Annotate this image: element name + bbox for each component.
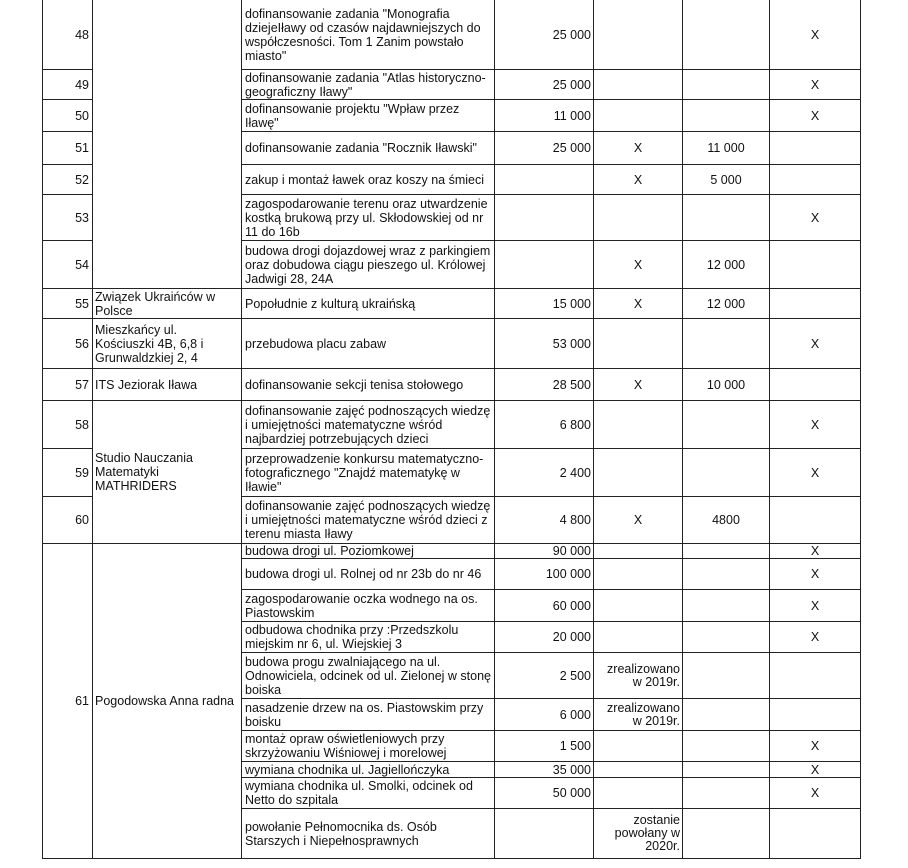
- col1-cell: [594, 590, 683, 622]
- col2-cell: [683, 699, 770, 731]
- row-number: 56: [43, 319, 93, 369]
- row-number: 55: [43, 289, 93, 319]
- amount: 20 000: [495, 622, 594, 653]
- col2-cell: 11 000: [683, 132, 770, 165]
- task-description: zagospodarowanie oczka wodnego na os. Piastowskim: [242, 590, 495, 622]
- amount: 11 000: [495, 100, 594, 132]
- col3-cell: X: [770, 731, 861, 762]
- col3-cell: X: [770, 590, 861, 622]
- col3-cell: [770, 653, 861, 699]
- col2-cell: [683, 559, 770, 590]
- col3-cell: [770, 497, 861, 544]
- row-number: 60: [43, 497, 93, 544]
- amount: 25 000: [495, 132, 594, 165]
- col3-cell: X: [770, 195, 861, 241]
- task-description: przebudowa placu zabaw: [242, 319, 495, 369]
- col1-cell: [594, 401, 683, 449]
- amount: 100 000: [495, 559, 594, 590]
- row-number: 53: [43, 195, 93, 241]
- task-description: budowa drogi ul. Poziomkowej: [242, 544, 495, 559]
- col2-cell: [683, 778, 770, 809]
- task-description: powołanie Pełnomocnika ds. Osób Starszych i Niepełnosprawnych: [242, 809, 495, 859]
- task-description: dofinansowanie projektu "Wpław przez Iławę": [242, 100, 495, 132]
- col2-cell: 12 000: [683, 289, 770, 319]
- task-description: budowa drogi ul. Rolnej od nr 23b do nr 46: [242, 559, 495, 590]
- organization-cell: Studio Nauczania Matematyki MATHRIDERS: [93, 401, 242, 544]
- table-row: [43, 369, 861, 401]
- col2-cell: [683, 449, 770, 497]
- row-number: 49: [43, 70, 93, 100]
- table-row: [43, 0, 861, 70]
- table-row: [43, 319, 861, 369]
- col1-cell: [594, 70, 683, 100]
- row-number: 57: [43, 369, 93, 401]
- amount: 15 000: [495, 289, 594, 319]
- task-description: Popołudnie z kulturą ukraińską: [242, 289, 495, 319]
- col3-cell: X: [770, 559, 861, 590]
- col2-cell: 5 000: [683, 165, 770, 195]
- task-description: odbudowa chodnika przy :Przedszkolu miejskim nr 6, ul. Wiejskiej 3: [242, 622, 495, 653]
- col2-cell: [683, 590, 770, 622]
- task-description: wymiana chodnika ul. Jagiellończyka: [242, 762, 495, 778]
- col1-cell: X: [594, 289, 683, 319]
- col1-cell: [594, 559, 683, 590]
- col1-cell: [594, 544, 683, 559]
- amount: 2 500: [495, 653, 594, 699]
- col1-cell: [594, 100, 683, 132]
- amount: 28 500: [495, 369, 594, 401]
- row-number: 54: [43, 241, 93, 289]
- task-description: dofinansowanie zadania "Atlas historyczno-geograficzny Iławy": [242, 70, 495, 100]
- task-description: montaż opraw oświetleniowych przy skrzyżowaniu Wiśniowej i morelowej: [242, 731, 495, 762]
- organization-cell: Mieszkańcy ul. Kościuszki 4B, 6,8 i Grunwaldzkiej 2, 4: [93, 319, 242, 369]
- amount: 50 000: [495, 778, 594, 809]
- amount: 2 400: [495, 449, 594, 497]
- col2-cell: 10 000: [683, 369, 770, 401]
- col3-cell: X: [770, 622, 861, 653]
- col1-cell: [594, 195, 683, 241]
- col3-cell: X: [770, 762, 861, 778]
- col3-cell: X: [770, 778, 861, 809]
- col2-cell: [683, 622, 770, 653]
- col2-cell: [683, 762, 770, 778]
- amount: [495, 165, 594, 195]
- col1-cell: [594, 622, 683, 653]
- col2-cell: 12 000: [683, 241, 770, 289]
- col3-cell: X: [770, 401, 861, 449]
- row-number: 51: [43, 132, 93, 165]
- amount: 6 000: [495, 699, 594, 731]
- col3-cell: [770, 241, 861, 289]
- col3-cell: [770, 165, 861, 195]
- col3-cell: [770, 289, 861, 319]
- organization-cell: [93, 0, 242, 289]
- col2-cell: [683, 653, 770, 699]
- col1-cell: X: [594, 369, 683, 401]
- col1-cell: X: [594, 241, 683, 289]
- task-description: zagospodarowanie terenu oraz utwardzenie kostką brukową przy ul. Skłodowskiej od nr 11 do 16b: [242, 195, 495, 241]
- table-row: [43, 289, 861, 319]
- amount: [495, 809, 594, 859]
- col1-cell: [594, 731, 683, 762]
- col2-cell: [683, 731, 770, 762]
- col2-cell: [683, 809, 770, 859]
- task-description: dofinansowanie sekcji tenisa stołowego: [242, 369, 495, 401]
- col3-cell: X: [770, 100, 861, 132]
- task-description: dofinansowanie zajęć podnoszących wiedzę i umiejętności matematyczne wśród dzieci z terenu miasta Iławy: [242, 497, 495, 544]
- row-number: 48: [43, 0, 93, 70]
- amount: 53 000: [495, 319, 594, 369]
- organization-cell: ITS Jeziorak Iława: [93, 369, 242, 401]
- col3-cell: [770, 809, 861, 859]
- amount: [495, 195, 594, 241]
- col2-cell: 4800: [683, 497, 770, 544]
- task-description: dofinansowanie zadania "Rocznik Iławski": [242, 132, 495, 165]
- row-number: 58: [43, 401, 93, 449]
- task-description: dofinansowanie zadania "Monografia dziejeIławy od czasów najdawniejszych do współczesności. Tom 1 Zanim powstało miasto": [242, 0, 495, 70]
- amount: 90 000: [495, 544, 594, 559]
- table-row: [43, 544, 861, 559]
- col3-cell: X: [770, 319, 861, 369]
- col1-cell: [594, 762, 683, 778]
- col2-cell: [683, 319, 770, 369]
- organization-cell: Pogodowska Anna radna: [93, 544, 242, 859]
- col2-cell: [683, 0, 770, 70]
- task-description: budowa drogi dojazdowej wraz z parkingiem oraz dobudowa ciągu pieszego ul. Królowej Jadwigi 28, 24A: [242, 241, 495, 289]
- task-description: nasadzenie drzew na os. Piastowskim przy boisku: [242, 699, 495, 731]
- col1-cell: X: [594, 132, 683, 165]
- col2-cell: [683, 70, 770, 100]
- status-note: zrealizowano w 2019r.: [594, 699, 683, 731]
- amount: 25 000: [495, 70, 594, 100]
- amount: [495, 241, 594, 289]
- col1-cell: [594, 319, 683, 369]
- table-row: [43, 401, 861, 449]
- col3-cell: X: [770, 544, 861, 559]
- task-description: wymiana chodnika ul. Smolki, odcinek od Netto do szpitala: [242, 778, 495, 809]
- amount: 25 000: [495, 0, 594, 70]
- col2-cell: [683, 100, 770, 132]
- amount: 60 000: [495, 590, 594, 622]
- row-number: 59: [43, 449, 93, 497]
- col1-cell: [594, 449, 683, 497]
- amount: 1 500: [495, 731, 594, 762]
- col2-cell: [683, 544, 770, 559]
- amount: 6 800: [495, 401, 594, 449]
- col3-cell: X: [770, 70, 861, 100]
- amount: 35 000: [495, 762, 594, 778]
- organization-cell: Związek Ukraińców w Polsce: [93, 289, 242, 319]
- status-note: zostanie powołany w 2020r.: [594, 809, 683, 859]
- row-number: 52: [43, 165, 93, 195]
- task-description: dofinansowanie zajęć podnoszących wiedzę i umiejętności matematyczne wśród najbardziej potrzebujących dzieci: [242, 401, 495, 449]
- task-description: budowa progu zwalniającego na ul. Odnowiciela, odcinek od ul. Zielonej w stonę boiska: [242, 653, 495, 699]
- col3-cell: [770, 369, 861, 401]
- task-description: zakup i montaż ławek oraz koszy na śmieci: [242, 165, 495, 195]
- task-description: przeprowadzenie konkursu matematyczno-fotograficznego "Znajdź matematykę w Iławie": [242, 449, 495, 497]
- row-number: 50: [43, 100, 93, 132]
- col3-cell: [770, 699, 861, 731]
- budget-table: [42, 0, 861, 859]
- col1-cell: X: [594, 497, 683, 544]
- amount: 4 800: [495, 497, 594, 544]
- col3-cell: X: [770, 0, 861, 70]
- status-note: zrealizowano w 2019r.: [594, 653, 683, 699]
- col3-cell: [770, 132, 861, 165]
- col2-cell: [683, 195, 770, 241]
- col1-cell: [594, 778, 683, 809]
- row-number: 61: [43, 544, 93, 859]
- col1-cell: [594, 0, 683, 70]
- col2-cell: [683, 401, 770, 449]
- col3-cell: X: [770, 449, 861, 497]
- col1-cell: X: [594, 165, 683, 195]
